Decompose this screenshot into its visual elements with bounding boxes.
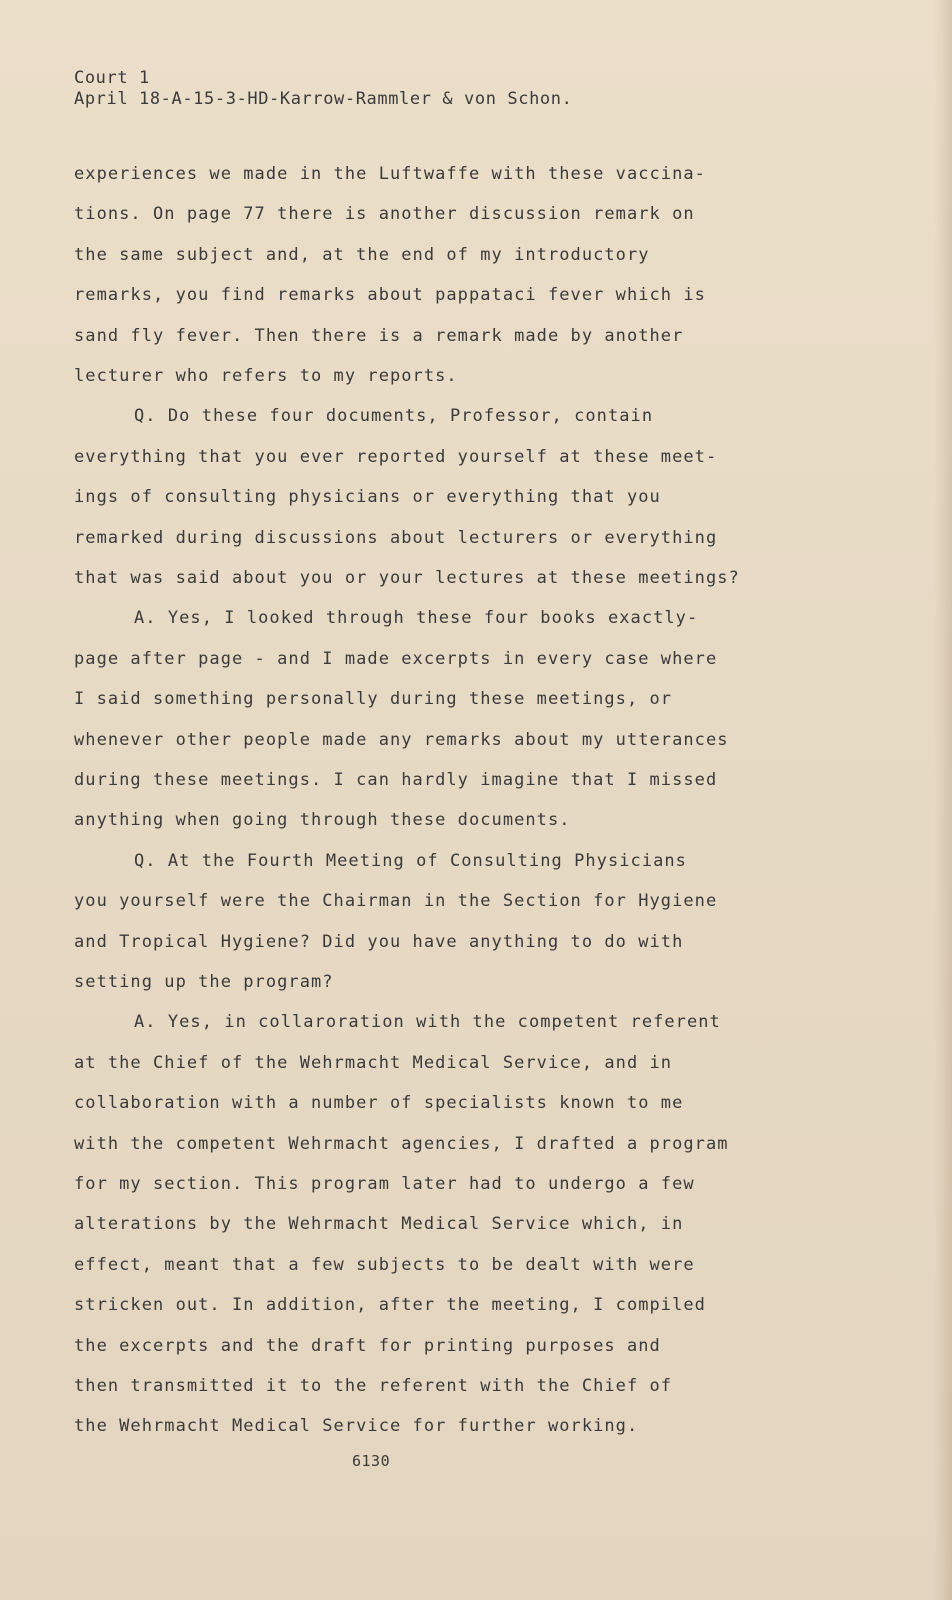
text-line: the Wehrmacht Medical Service for further working. — [74, 1416, 639, 1436]
page-number: 6130 — [352, 1452, 391, 1470]
text-line: the excerpts and the draft for printing purposes and — [74, 1336, 661, 1356]
text-line: I said something personally during these meetings, or — [74, 689, 673, 709]
court-label: Court 1 — [74, 68, 150, 88]
text-line: whenever other people made any remarks about my utterances — [74, 730, 729, 750]
answer-line: A. Yes, I looked through these four books exactly- — [134, 608, 699, 628]
question-line: Q. At the Fourth Meeting of Consulting Physicians — [134, 851, 687, 871]
text-line: stricken out. In addition, after the meeting, I compiled — [74, 1295, 706, 1315]
text-line: setting up the program? — [74, 972, 334, 992]
text-line: that was said about you or your lectures at these meetings? — [74, 568, 740, 588]
question-line: Q. Do these four documents, Professor, contain — [134, 406, 654, 426]
text-line: with the competent Wehrmacht agencies, I drafted a program — [74, 1134, 729, 1154]
answer-line: A. Yes, in collaroration with the competent referent — [134, 1012, 721, 1032]
text-line: the same subject and, at the end of my introductory — [74, 245, 650, 265]
text-line: and Tropical Hygiene? Did you have anything to do with — [74, 932, 684, 952]
text-line: during these meetings. I can hardly imagine that I missed — [74, 770, 718, 790]
text-line: at the Chief of the Wehrmacht Medical Service, and in — [74, 1053, 673, 1073]
text-line: collaboration with a number of specialists known to me — [74, 1093, 684, 1113]
text-line: anything when going through these documents. — [74, 810, 571, 830]
text-line: page after page - and I made excerpts in every case where — [74, 649, 718, 669]
text-line: remarks, you find remarks about pappataci fever which is — [74, 285, 706, 305]
text-line: alterations by the Wehrmacht Medical Service which, in — [74, 1214, 684, 1234]
text-line: you yourself were the Chairman in the Section for Hygiene — [74, 891, 718, 911]
text-line: remarked during discussions about lecturers or everything — [74, 528, 718, 548]
text-line: tions. On page 77 there is another discussion remark on — [74, 204, 695, 224]
text-line: effect, meant that a few subjects to be dealt with were — [74, 1255, 695, 1275]
text-line: sand fly fever. Then there is a remark made by another — [74, 326, 684, 346]
case-reference: April 18-A-15-3-HD-Karrow-Rammler & von Schon. — [74, 89, 573, 109]
page-edge-shadow — [934, 0, 952, 1600]
text-line: for my section. This program later had to undergo a few — [74, 1174, 695, 1194]
document-header — [74, 68, 572, 110]
text-line: then transmitted it to the referent with the Chief of — [74, 1376, 673, 1396]
text-line: experiences we made in the Luftwaffe with these vaccina- — [74, 164, 706, 184]
text-line: ings of consulting physicians or everything that you — [74, 487, 661, 507]
text-line: everything that you ever reported yourself at these meet- — [74, 447, 718, 467]
text-line: lecturer who refers to my reports. — [74, 366, 458, 386]
